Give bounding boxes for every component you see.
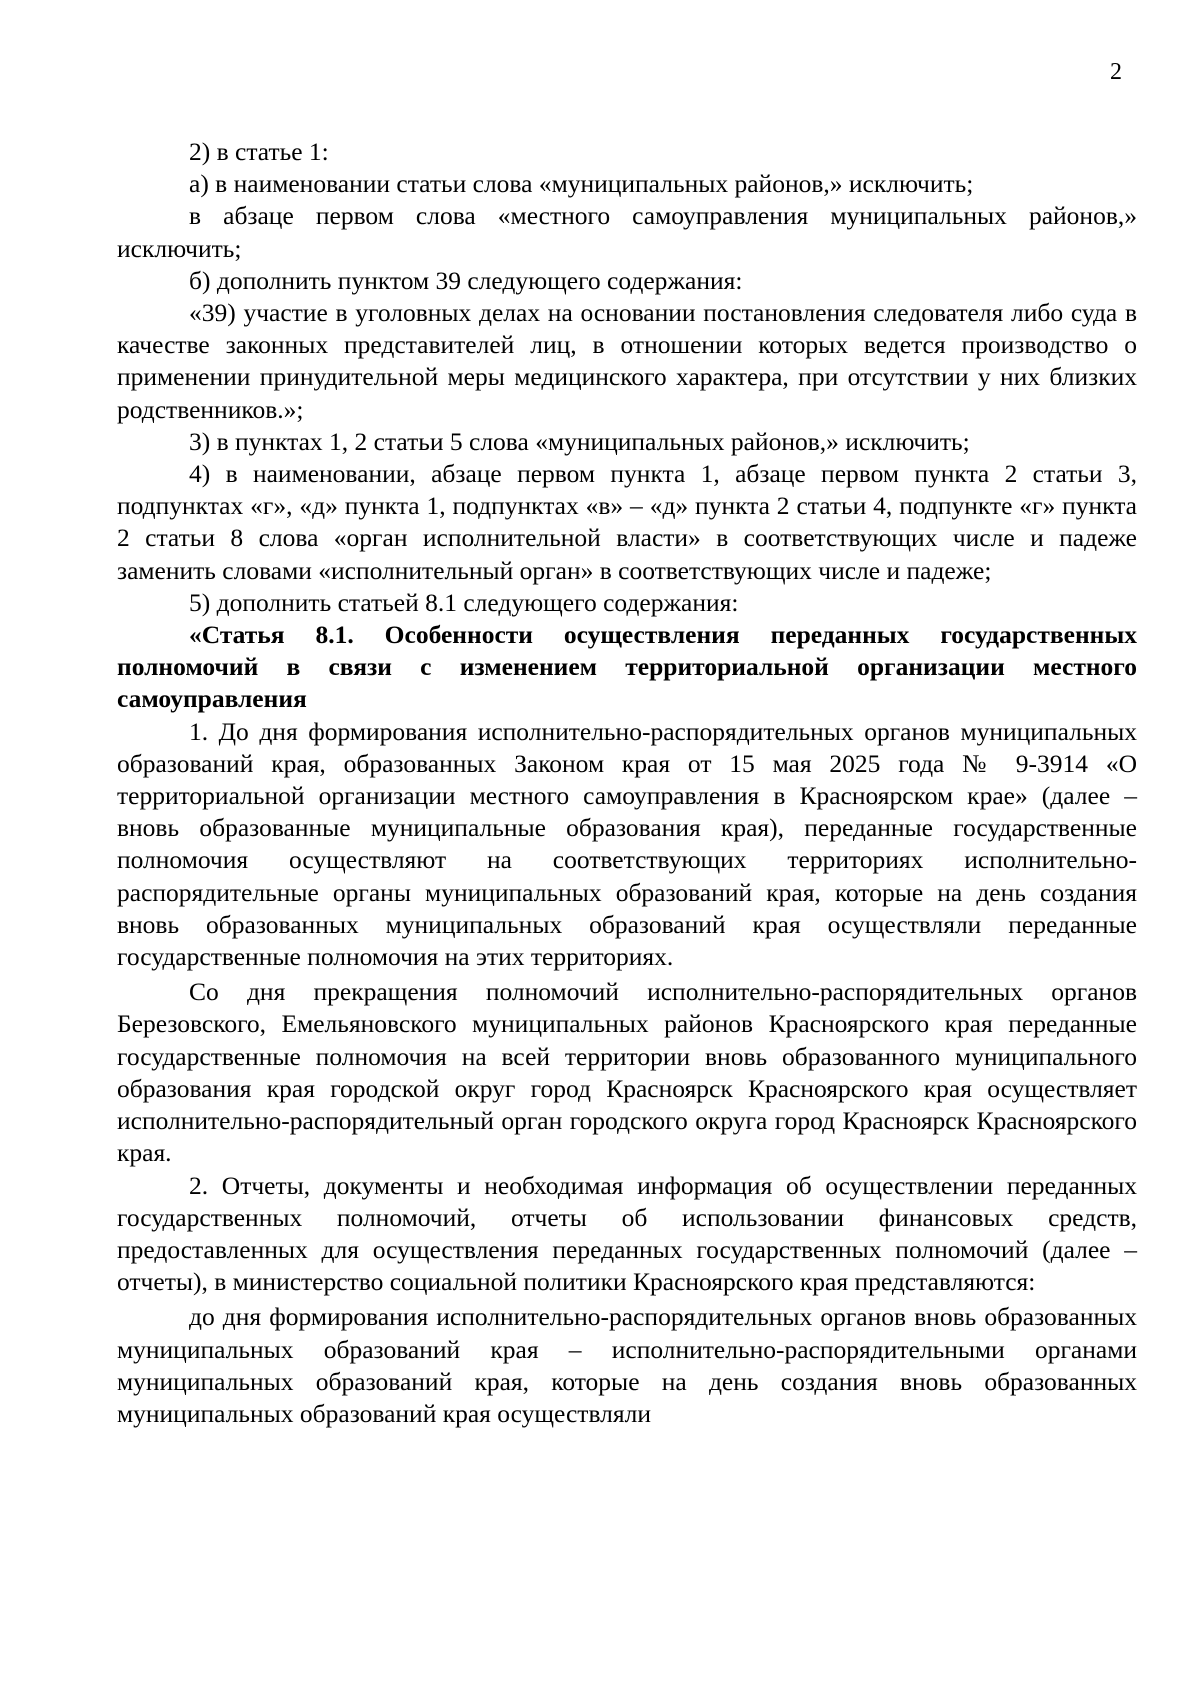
document-body	[117, 136, 1137, 1430]
paragraph: 4) в наименовании, абзаце первом пункта 1, абзаце первом пункта 2 статьи 3, подпунктах «г», «д» пункта 1, подпунктах «в» – «д» пункта 2 статьи 4, подпункте «г» пункта 2 статьи 8 слова «орган исполнительной власти» в соответствующих числе и падеже заменить словами «исполнительный орган» в соответствующих числе и падеже;	[117, 459, 1137, 585]
article-heading: «Статья 8.1. Особенности осуществления переданных государственных полномочий в связи с изменением территориальной организации местного самоуправления	[117, 620, 1137, 714]
paragraph: 3) в пунктах 1, 2 статьи 5 слова «муниципальных районов,» исключить;	[189, 426, 970, 456]
paragraph: «39) участие в уголовных делах на основании постановления следователя либо суда в качестве законных представителей лиц, в отношении которых ведется производство о применении принудительной меры медицинского характера, при отсутствии у них близких родственников.»;	[117, 298, 1137, 424]
page-number: 2	[1110, 59, 1122, 85]
paragraph: до дня формирования исполнительно-распорядительных органов вновь образованных муниципальных образований края – исполнительно-распорядительными органами муниципальных образований края, которые на день создания вновь образованных муниципальных образований края осуществляли	[117, 1302, 1137, 1428]
paragraph: б) дополнить пунктом 39 следующего содержания:	[189, 265, 743, 295]
paragraph: 2. Отчеты, документы и необходимая информация об осуществлении переданных государственных полномочий, отчеты об использовании финансовых средств, предоставленных для осуществления переданных государственных полномочий (далее – отчеты), в министерство социальной политики Красноярского края представляются:	[117, 1170, 1137, 1297]
paragraph: Со дня прекращения полномочий исполнительно-распорядительных органов Березовского, Емельяновского муниципальных районов Красноярского края переданные государственные полномочия на всей территории вновь образованного муниципального образования края городской округ город Красноярск Красноярского края осуществляет исполнительно-распорядительный орган городского округа город Красноярск Красноярского края.	[117, 977, 1137, 1168]
paragraph: 2) в статье 1:	[189, 137, 329, 166]
paragraph: 1. До дня формирования исполнительно-распорядительных органов муниципальных образований края, образованных Законом края от 15 мая 2025 года № 9-3914 «О территориальной организации местного самоуправления в Красноярском крае» (далее – вновь образованные муниципальные образования края), переданные государственные полномочия осуществляют на соответствующих территориях исполнительно-распорядительные органы муниципальных образований края, которые на день создания вновь образованных муниципальных образований края осуществляли переданные государственные полномочия на этих территориях.	[117, 716, 1137, 972]
paragraph: в абзаце первом слова «местного самоуправления муниципальных районов,» исключить;	[117, 201, 1137, 263]
paragraph: а) в наименовании статьи слова «муниципальных районов,» исключить;	[189, 169, 974, 199]
paragraph: 5) дополнить статьей 8.1 следующего содержания:	[189, 587, 739, 617]
